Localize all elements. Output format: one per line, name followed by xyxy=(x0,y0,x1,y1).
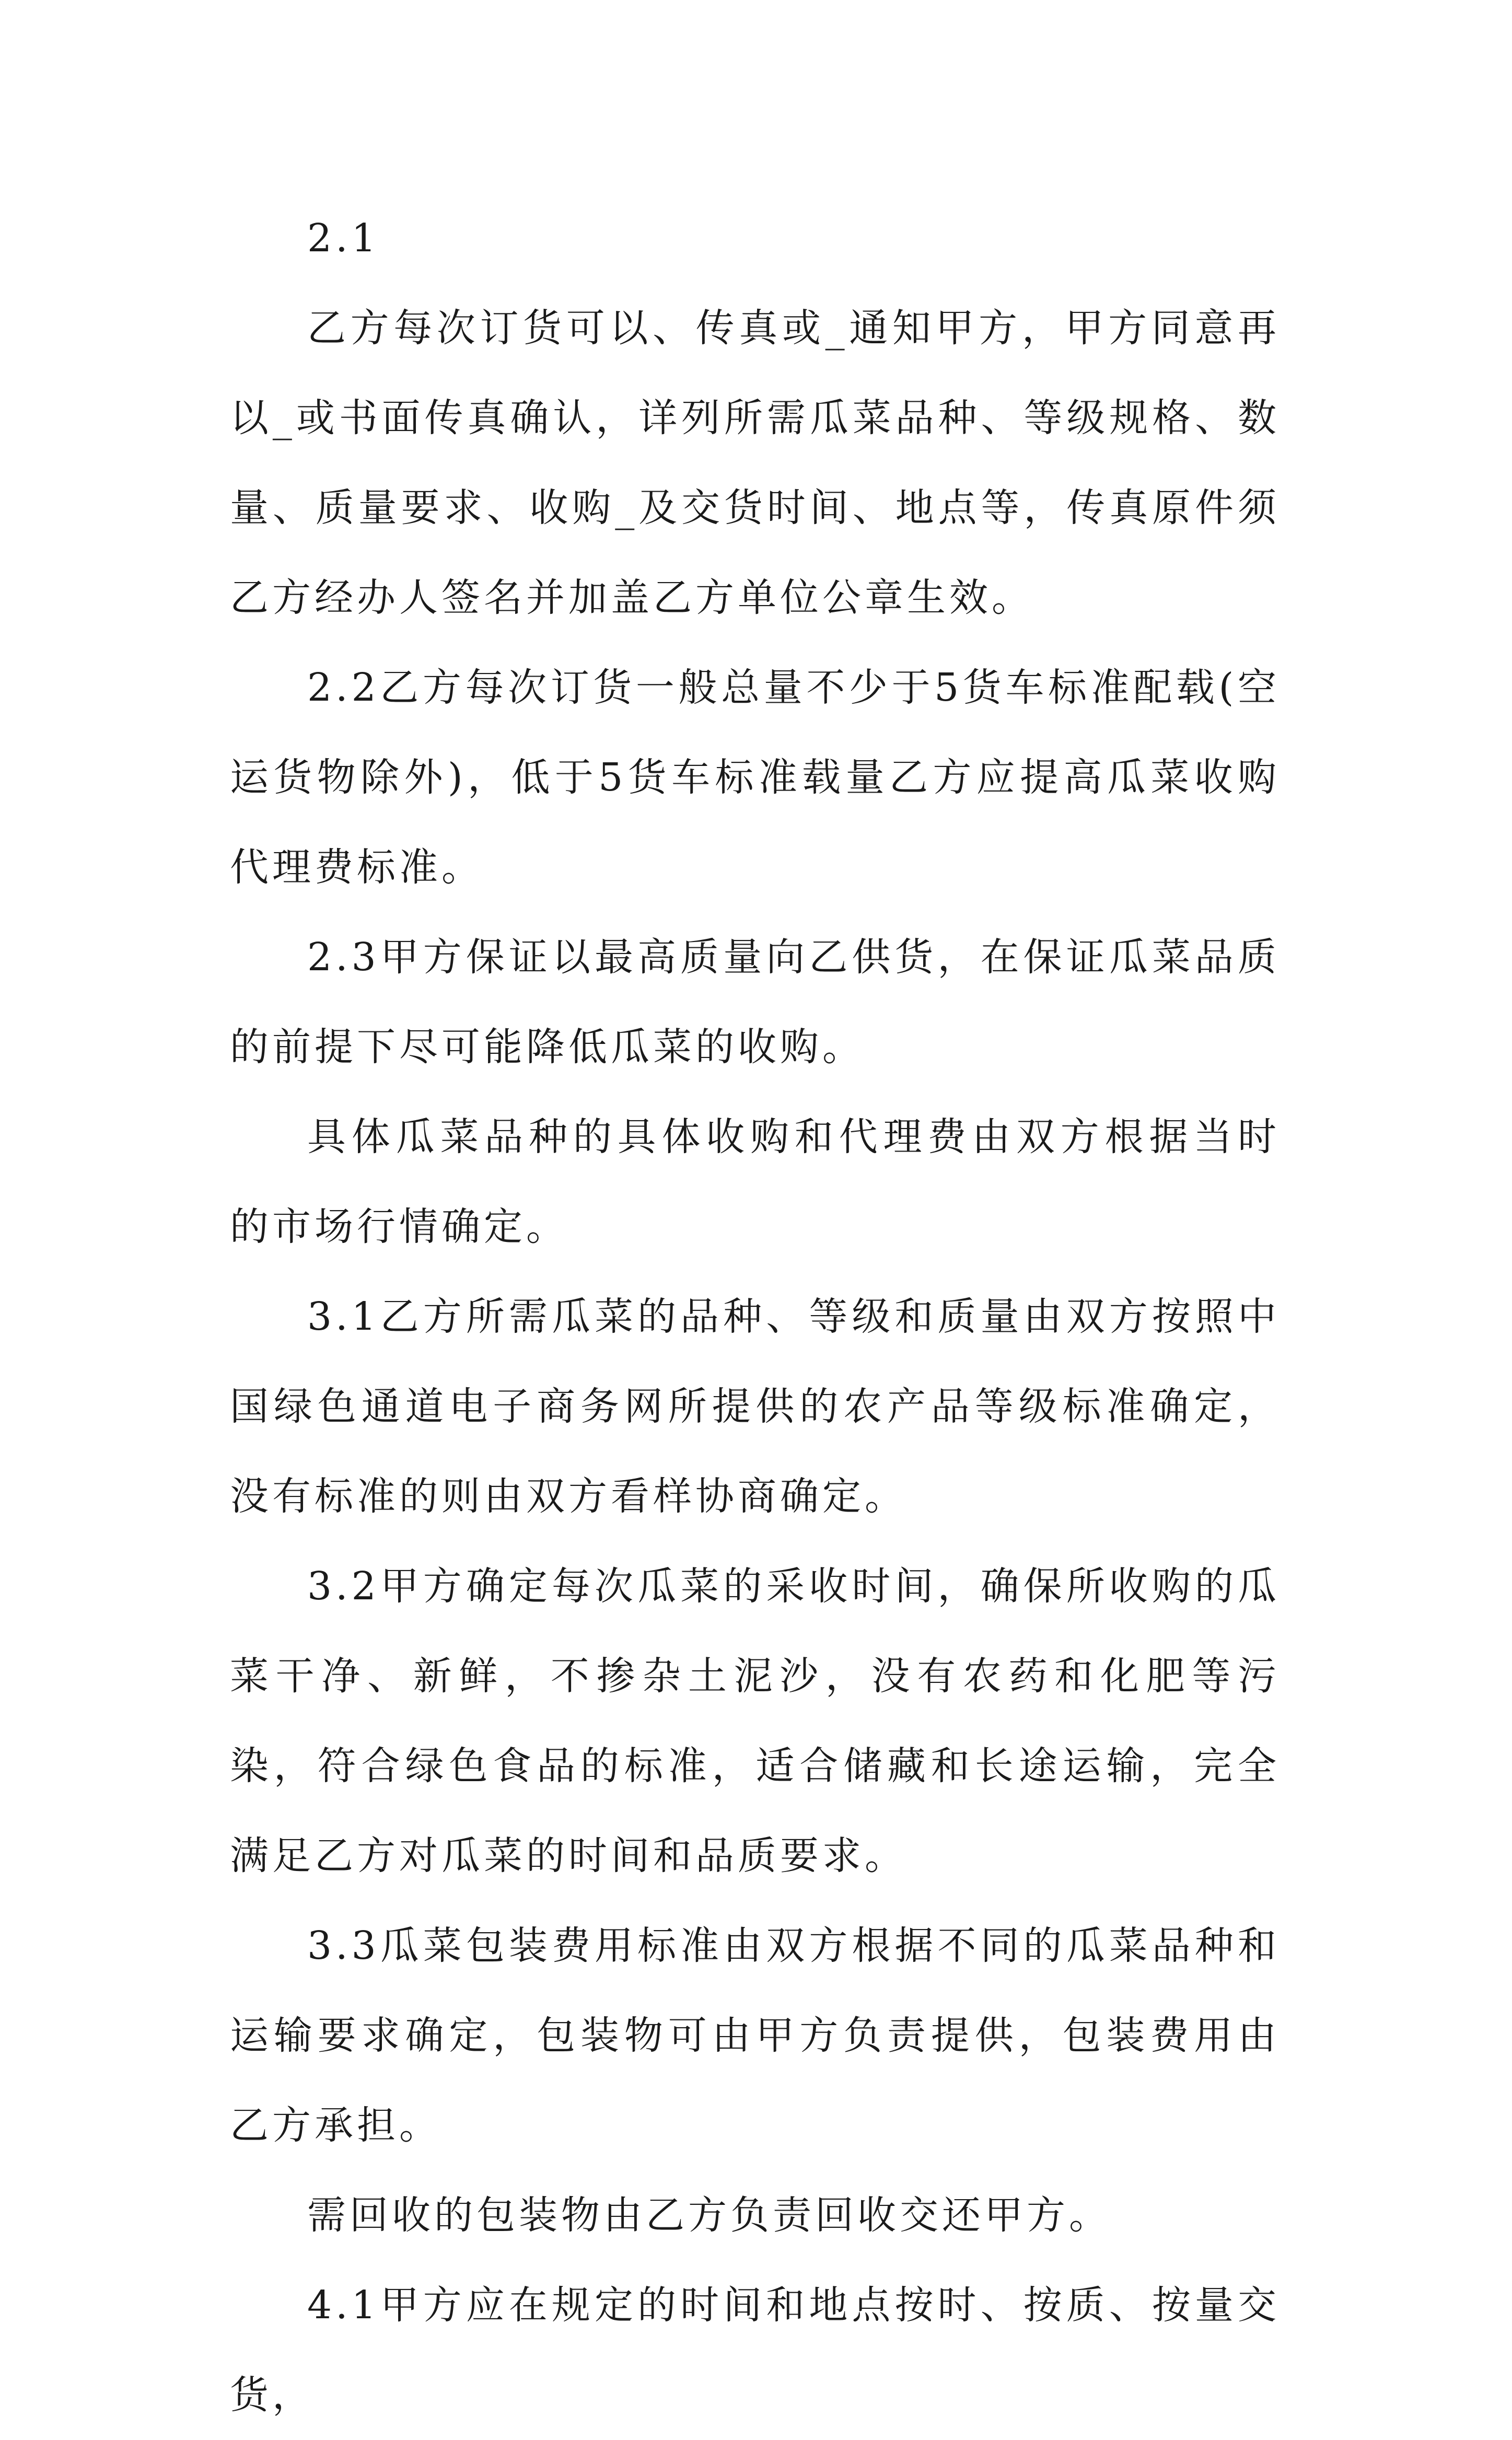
paragraph-2-2: 2.2乙方每次订货一般总量不少于5货车标准配载(空运货物除外)，低于5货车标准载量乙方应提高瓜菜收购代理费标准。 xyxy=(230,665,1280,890)
paragraph-3-1: 3.1乙方所需瓜菜的品种、等级和质量由双方按照中国绿色通道电子商务网所提供的农产品等级标准确定，没有标准的则由双方看样协商确定。 xyxy=(230,1294,1280,1519)
paragraph-3-3: 3.3瓜菜包装费用标准由双方根据不同的瓜菜品种和运输要求确定，包装物可由甲方负责提供，包装费用由乙方承担。 xyxy=(230,1923,1280,2148)
paragraph-packaging-return: 需回收的包装物由乙方负责回收交还甲方。 xyxy=(307,2193,1111,2238)
paragraph-2-1-heading: 2.1 xyxy=(307,216,380,261)
paragraph-2-3: 2.3甲方保证以最高质量向乙供货，在保证瓜菜品质的前提下尽可能降低瓜菜的收购。 xyxy=(230,935,1280,1070)
paragraph-ordering-method: 乙方每次订货可以、传真或_通知甲方，甲方同意再以_或书面传真确认，详列所需瓜菜品种、等级规格、数量、质量要求、收购_及交货时间、地点等，传真原件须乙方经办人签名并加盖乙方单位公章生效。 xyxy=(230,306,1280,620)
paragraph-3-2: 3.2甲方确定每次瓜菜的采收时间，确保所收购的瓜菜干净、新鲜，不掺杂土泥沙，没有农药和化肥等污染，符合绿色食品的标准，适合储藏和长途运输，完全满足乙方对瓜菜的时间和品质要求。 xyxy=(230,1564,1280,1878)
paragraph-4-1: 4.1甲方应在规定的时间和地点按时、按质、按量交货， xyxy=(230,2283,1280,2418)
paragraph-fees-market: 具体瓜菜品种的具体收购和代理费由双方根据当时的市场行情确定。 xyxy=(230,1114,1280,1249)
document-body xyxy=(230,193,1280,2440)
